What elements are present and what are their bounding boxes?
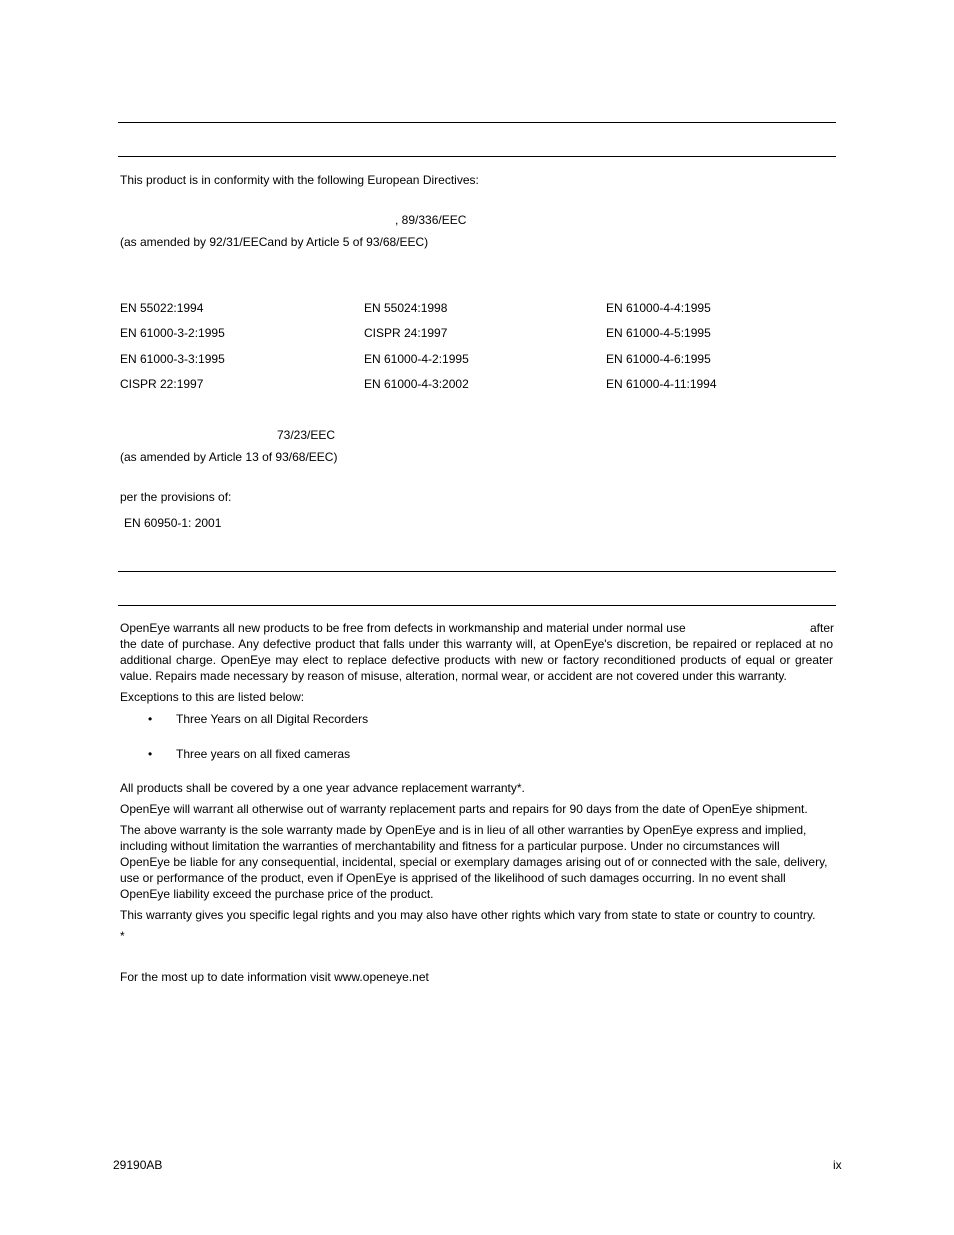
section-rule-top-2 xyxy=(118,156,836,157)
replacement-parts-text: OpenEye will warrant all otherwise out of warranty replacement parts and repairs for 90 days from the date of OpenEye shipment. xyxy=(120,802,808,816)
ce-intro: This product is in conformity with the following European Directives: xyxy=(120,173,479,187)
provisions-label: per the provisions of: xyxy=(120,490,232,504)
bullet-icon: • xyxy=(148,712,153,726)
standard-c3-r2: EN 61000-4-5:1995 xyxy=(606,326,711,340)
standard-c1-r1: EN 55022:1994 xyxy=(120,301,204,315)
footer-doc-number: 29190AB xyxy=(113,1158,163,1172)
provisions-standard: EN 60950-1: 2001 xyxy=(124,516,222,530)
standard-c3-r1: EN 61000-4-4:1995 xyxy=(606,301,711,315)
warranty-para1-after: after xyxy=(810,621,835,635)
standard-c2-r2: CISPR 24:1997 xyxy=(364,326,448,340)
standard-c1-r4: CISPR 22:1997 xyxy=(120,377,204,391)
asterisk-note: * xyxy=(120,929,125,943)
standard-c1-r2: EN 61000-3-2:1995 xyxy=(120,326,225,340)
standard-c2-r3: EN 61000-4-2:1995 xyxy=(364,352,469,366)
exceptions-label: Exceptions to this are listed below: xyxy=(120,690,305,704)
standard-c3-r3: EN 61000-4-6:1995 xyxy=(606,352,711,366)
standard-c3-r4: EN 61000-4-11:1994 xyxy=(606,377,717,391)
warranty-para1-rest: the date of purchase. Any defective product that falls under this warranty will, at OpenEye's discretion, be repaired or replaced at no additional charge. OpenEye may elect to replace defective products with new or factory reconditioned products of equal or greater value. Repairs made necessary by reason of misuse, alteration, normal wear, or accident are not covered under this warranty. xyxy=(120,637,833,683)
standard-c2-r4: EN 61000-4-3:2002 xyxy=(364,377,469,391)
exception-item-cameras: Three years on all fixed cameras xyxy=(176,747,351,761)
emc-directive-codes: , 89/336/EEC xyxy=(395,213,467,227)
section-rule-top-1 xyxy=(118,122,836,123)
standard-c1-r3: EN 61000-3-3:1995 xyxy=(120,352,225,366)
section-rule-mid-1 xyxy=(118,571,836,572)
more-info-text: For the most up to date information visit www.openeye.net xyxy=(120,970,429,984)
section-rule-mid-2 xyxy=(118,605,836,606)
standard-c2-r1: EN 55024:1998 xyxy=(364,301,448,315)
advance-replacement-text: All products shall be covered by a one year advance replacement warranty*. xyxy=(120,781,525,795)
emc-amended-note: (as amended by 92/31/EECand by Article 5 of 93/68/EEC) xyxy=(120,235,429,249)
bullet-icon: • xyxy=(148,747,153,761)
lv-directive-code: 73/23/EEC xyxy=(277,428,336,442)
legal-rights-text: This warranty gives you specific legal rights and you may also have other rights which vary from state to state or country to country. xyxy=(120,908,816,922)
sole-warranty-text: The above warranty is the sole warranty made by OpenEye and is in lieu of all other warranties by OpenEye express and implied, including without limitation the warranties of merchantability and fitness for a particular purpose. Under no circumstances will OpenEye be liable for any consequential, incidental, special or exemplary damages arising out of or connected with the sale, delivery, use or performance of the product, even if OpenEye is apprised of the likelihood of such damages occurring. In no event shall OpenEye liability exceed the purchase price of the product. xyxy=(120,823,828,901)
lv-amended-note: (as amended by Article 13 of 93/68/EEC) xyxy=(120,450,338,464)
footer-page-number: ix xyxy=(833,1158,842,1172)
warranty-para1-line1: OpenEye warrants all new products to be free from defects in workmanship and material under normal use xyxy=(120,621,686,635)
exception-item-recorders: Three Years on all Digital Recorders xyxy=(176,712,369,726)
